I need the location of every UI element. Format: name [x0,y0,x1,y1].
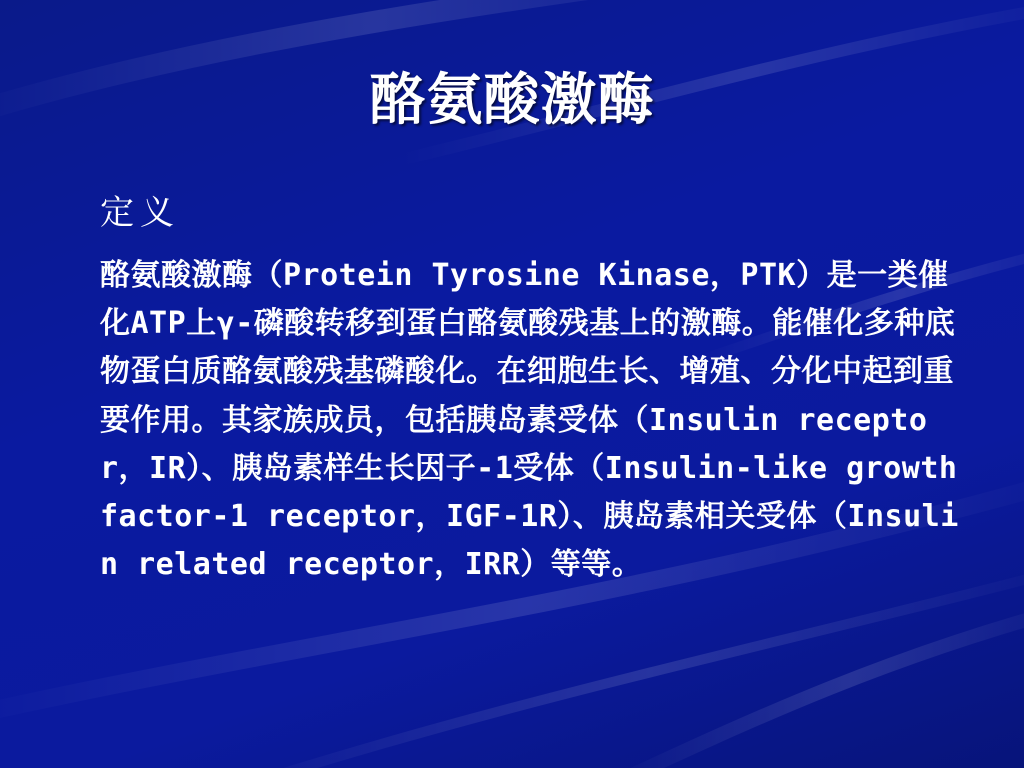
definition-paragraph: 酪氨酸激酶（Protein Tyrosine Kinase，PTK）是一类催化ATP上γ-磷酸转移到蛋白酪氨酸残基上的激酶。能催化多种底物蛋白质酪氨酸残基磷酸化。在细胞生长、增殖、分化中起到重要作用。其家族成员，包括胰岛素受体（Insulin receptor，IR）、胰岛素样生长因子-1受体（Insulin-like growth factor-1 receptor，IGF-1R）、胰岛素相关受体（Insulin related receptor，IRR）等等。 [100,258,977,583]
section-heading: 定义 [100,193,180,233]
slide-title: 酪氨酸激酶 [369,67,655,133]
streak-3 [600,600,1024,768]
